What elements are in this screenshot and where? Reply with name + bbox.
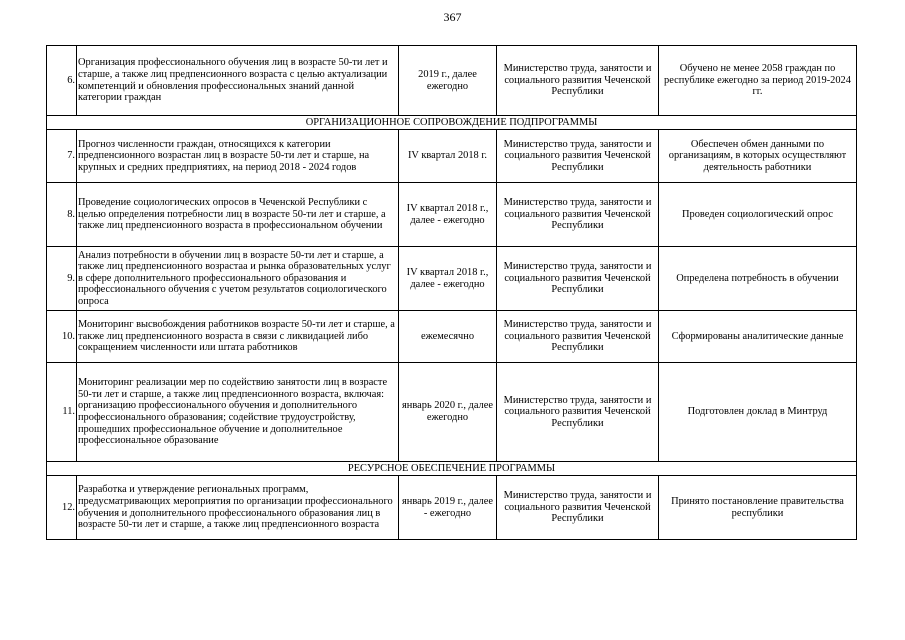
section-row [47,462,857,476]
section-title: ОРГАНИЗАЦИОННОЕ СОПРОВОЖДЕНИЕ ПОДПРОГРАММЫ [47,116,857,130]
measure-result: Обучено не менее 2058 граждан по республике ежегодно за период 2019-2024 гг. [659,46,857,116]
measure-result: Сформированы аналитические данные [659,311,857,363]
table-row [47,130,857,183]
section-row [47,116,857,130]
measure-executor: Министерство труда, занятости и социального развития Чеченской Республики [497,46,659,116]
measure-executor: Министерство труда, занятости и социального развития Чеченской Республики [497,130,659,183]
measure-result: Определена потребность в обучении [659,247,857,311]
page-number: 367 [443,10,462,24]
measure-result: Подготовлен доклад в Минтруд [659,363,857,462]
measure-term: ежемесячно [399,311,497,363]
row-number: 12. [47,476,77,540]
row-number: 10. [47,311,77,363]
table-row [47,247,857,311]
measure-name: Мониторинг реализации мер по содействию занятости лиц в возрасте 50-ти лет и старше, а также лиц предпенсионного возраста, включая: организацию профессионального обучения и дополнительного профессионального образования; содействие трудоустройству, прошедших профессиональное обучение и дополнительное профессиональное образование [77,363,399,462]
measure-executor: Министерство труда, занятости и социального развития Чеченской Республики [497,363,659,462]
row-number: 7. [47,130,77,183]
table-row [47,311,857,363]
measure-name: Мониторинг высвобождения работников возрасте 50-ти лет и старше, а также лиц предпенсионного возраста в связи с ликвидацией либо сокращением численности или штата работников [77,311,399,363]
measure-executor: Министерство труда, занятости и социального развития Чеченской Республики [497,247,659,311]
measure-executor: Министерство труда, занятости и социального развития Чеченской Республики [497,183,659,247]
measure-result: Принято постановление правительства республики [659,476,857,540]
measure-result: Проведен социологический опрос [659,183,857,247]
section-title: РЕСУРСНОЕ ОБЕСПЕЧЕНИЕ ПРОГРАММЫ [47,462,857,476]
row-number: 11. [47,363,77,462]
row-number: 6. [47,46,77,116]
measure-name: Организация профессионального обучения лиц в возрасте 50-ти лет и старше, а также лиц предпенсионного возраста с целью актуализации компетенций и обновления профессиональных знаний данной категории граждан [77,46,399,116]
measures-table [46,45,857,540]
row-number: 9. [47,247,77,311]
measure-name: Проведение социологических опросов в Чеченской Республики с целью определения потребности лиц в возрасте 50-ти лет и старше, а также лиц предпенсионного возраста в профессиональном обучении [77,183,399,247]
measure-name: Анализ потребности в обучении лиц в возрасте 50-ти лет и старше, а также лиц предпенсионного возрастаа и рынка образовательных услуг в сфере дополнительного профессионального образования и профессионального обучения с учетом результатов социологического опроса [77,247,399,311]
measure-term: январь 2019 г., далее - ежегодно [399,476,497,540]
measure-term: IV квартал 2018 г., далее - ежегодно [399,183,497,247]
measure-term: IV квартал 2018 г., далее - ежегодно [399,247,497,311]
measure-name: Разработка и утверждение региональных программ, предусматривающих мероприятия по организации профессионального обучения и дополнительного профессионального образования лиц в возрасте 50-ти лет и старше, а также лиц предпенсионного возраста [77,476,399,540]
measure-executor: Министерство труда, занятости и социального развития Чеченской Республики [497,476,659,540]
row-number: 8. [47,183,77,247]
table-row [47,476,857,540]
measure-term: январь 2020 г., далее ежегодно [399,363,497,462]
measure-executor: Министерство труда, занятости и социального развития Чеченской Республики [497,311,659,363]
table-row [47,183,857,247]
measure-term: IV квартал 2018 г. [399,130,497,183]
measure-name: Прогноз численности граждан, относящихся к категории предпенсионного возрастан лиц в возрасте 50-ти лет и старше, на крупных и средних предприятиях, на период 2018 - 2024 годов [77,130,399,183]
table-row [47,46,857,116]
measure-result: Обеспечен обмен данными по организациям, в которых осуществляют деятельность работники [659,130,857,183]
measure-term: 2019 г., далее ежегодно [399,46,497,116]
table-row [47,363,857,462]
